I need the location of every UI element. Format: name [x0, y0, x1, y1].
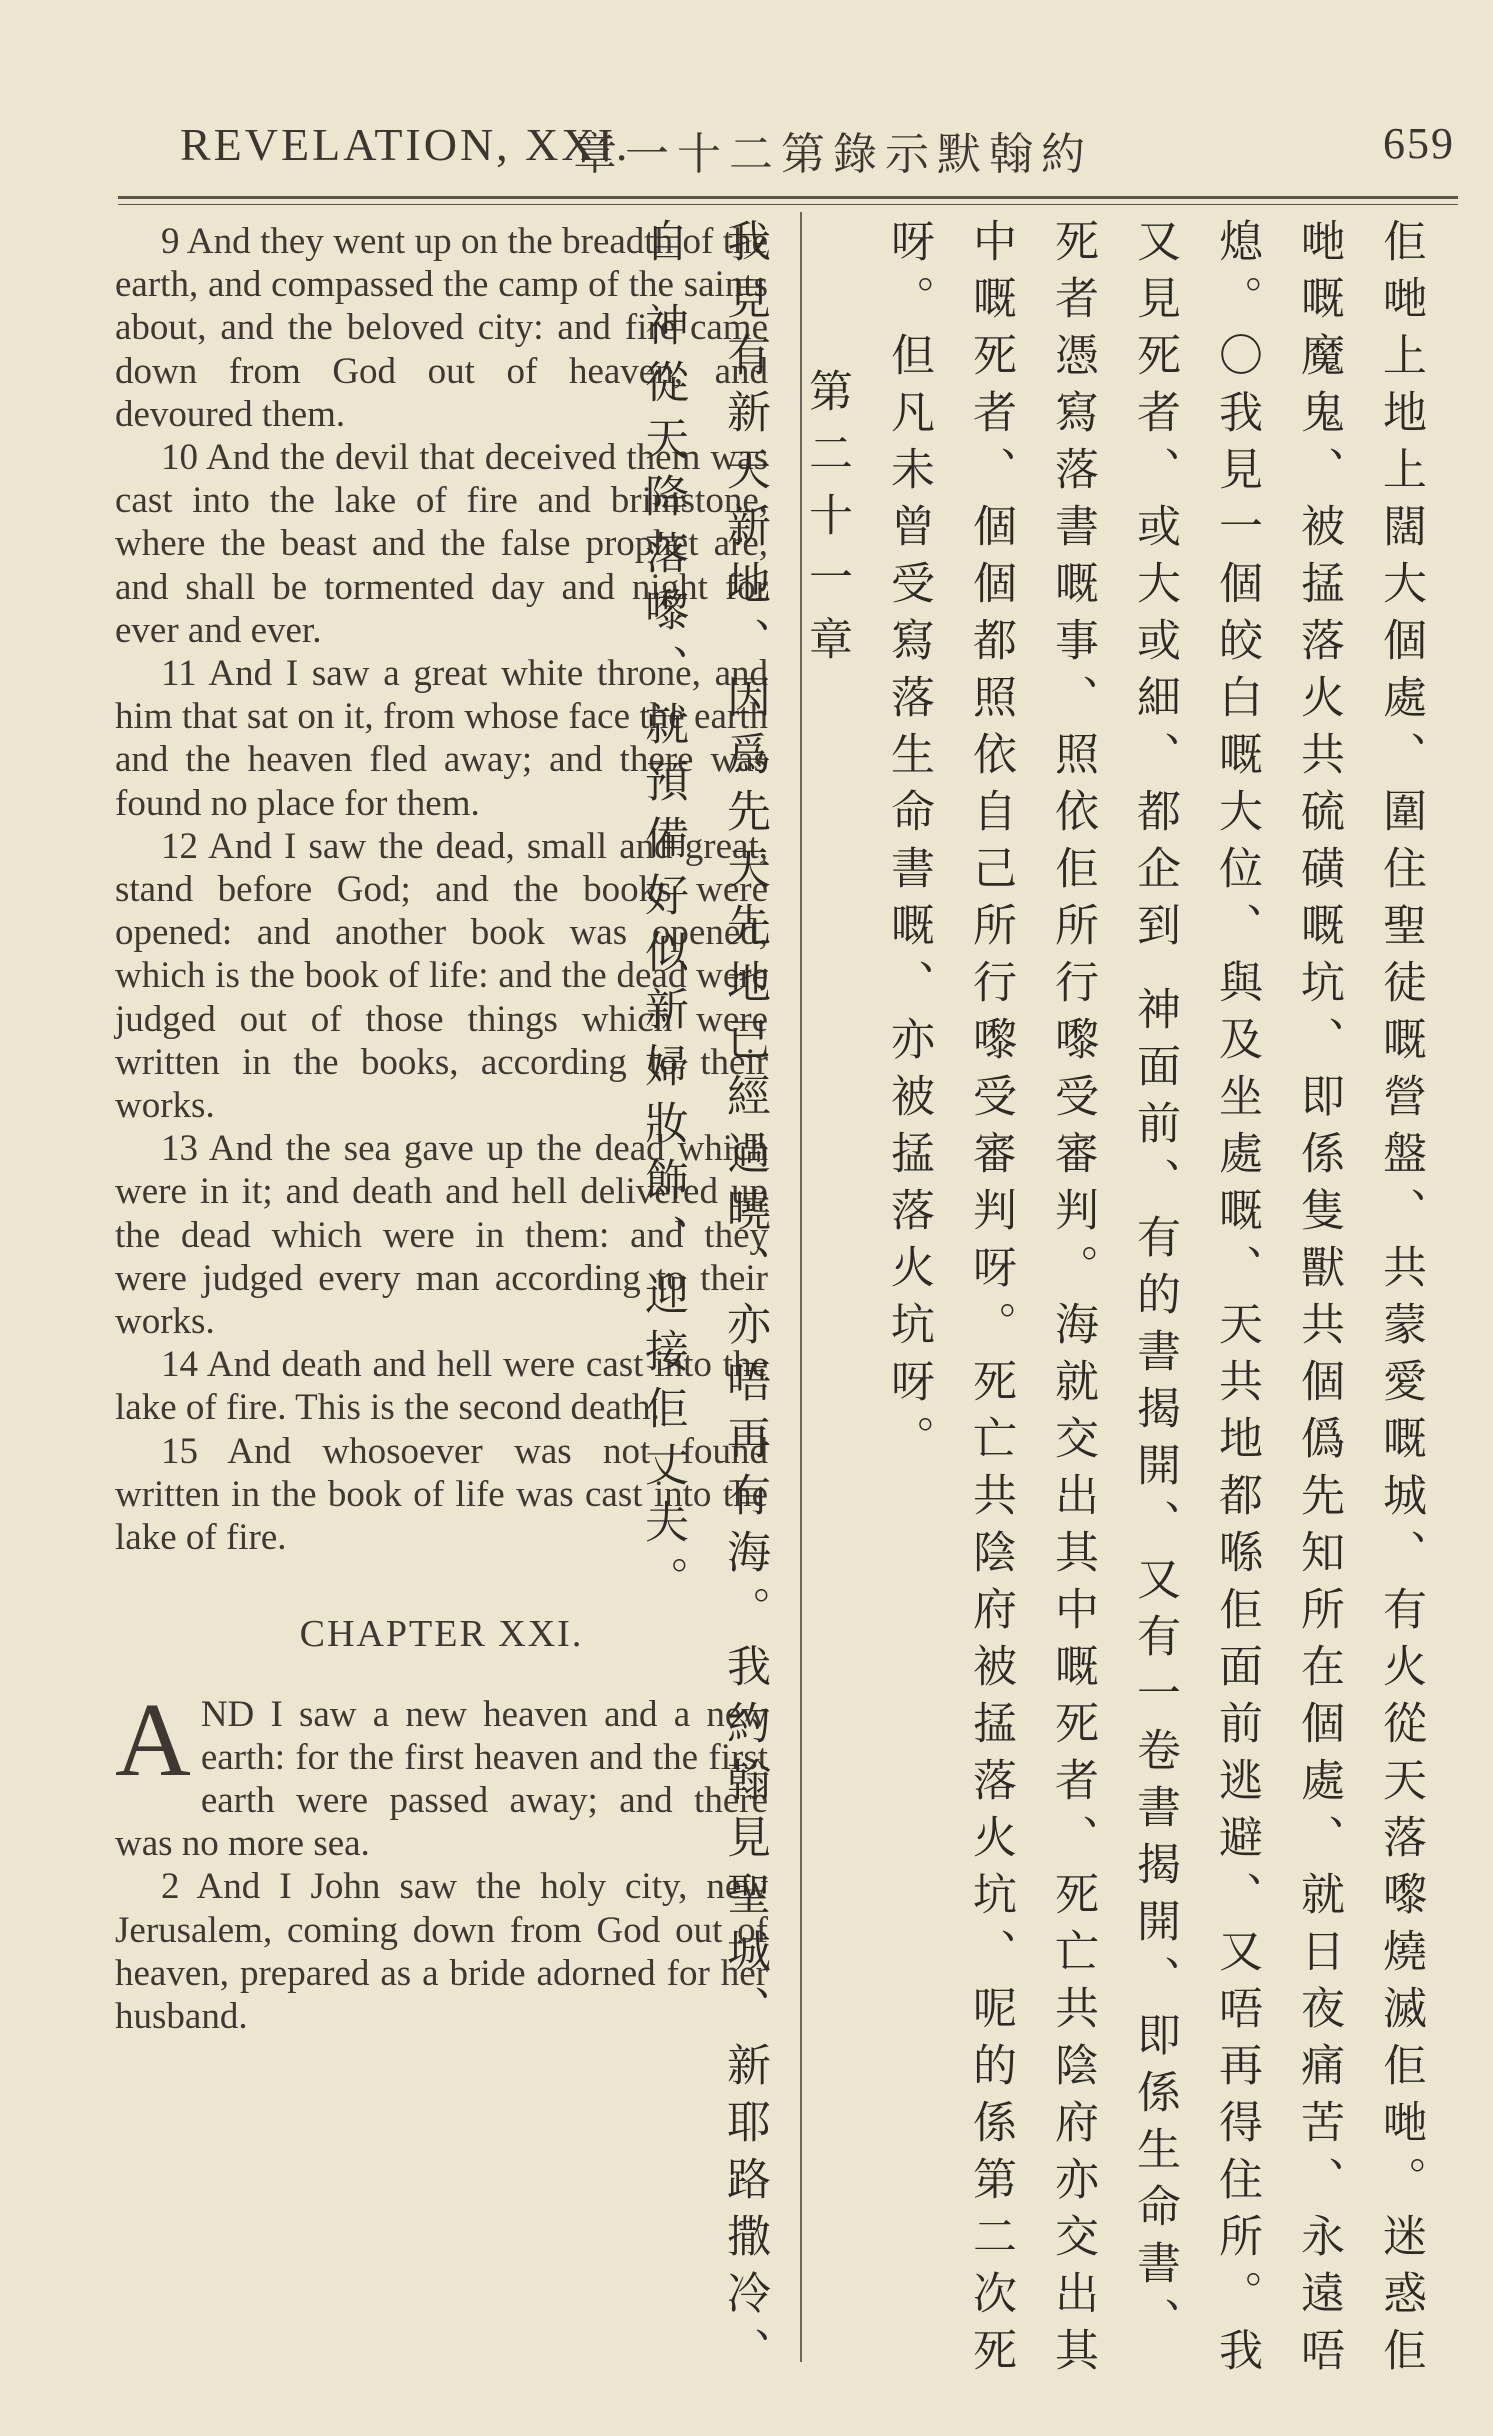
page-number: 659 — [1383, 119, 1455, 168]
chinese-verses-1-2: 我見有新天新地、因爲先天先地已經過曉、亦唔再有海。我約翰見聖城、新耶路撒冷、自 神從天降落嚟、就預備好似新婦妝飾、迎接佢丈夫。 — [637, 218, 770, 2384]
verse-9: 9 And they went up on the breadth of the earth, and compassed the camp of the saints about, and the beloved city: and fire came down from God out of heaven, and devoured them. — [115, 221, 768, 435]
verse-12: 12 And I saw the dead, small and great, stand before God; and the books were opened: and another book was opened, which is the book of life: and the dead were judged out of those things which were written in the books, according to their works. — [115, 825, 768, 1127]
chinese-column — [637, 218, 1441, 2388]
verse-2: 2 And I John saw the holy city, new Jerusalem, coming down from God out of heaven, prepared as a bride adorned for her husband. — [115, 1866, 768, 2037]
verse-1-text: ND I saw a new heaven and a new earth: for the first heaven and the first earth were passed away; and there was no more sea. — [115, 1693, 768, 1865]
header-rule-thin — [118, 204, 1458, 205]
chapter-heading: CHAPTER XXI. — [299, 1613, 584, 1656]
running-head-chinese: 章一十二第錄示默翰約 — [573, 129, 1093, 180]
verse-13: 13 And the sea gave up the dead which were in it; and death and hell delivered up the dead which were in them: and they were judged every man according to their works. — [115, 1128, 768, 1343]
verse-11: 11 And I saw a great white throne, and him that sat on it, from whose face the earth and the heaven fled away; and there was found no place for them. — [115, 653, 768, 824]
verse-15: 15 And whosoever was not found written in the book of life was cast into the lake of fire. — [115, 1430, 768, 1559]
verse-10: 10 And the devil that deceived them was cast into the lake of fire and brimstone, where the beast and the false prophet are, and shall be tormented day and night for ever and ever. — [115, 437, 768, 651]
chinese-chapter-heading: 第二十一章 — [801, 368, 852, 678]
chinese-verses-9-15: 佢哋上地上闊大個處、圍住聖徒嘅營盤、共蒙愛嘅城、有火從天落嚟燒滅佢哋。迷惑佢哋嘅魔鬼、被掹落火共硫磺嘅坑、即係隻獸共個僞先知所在個處、就日夜痛苦、永遠唔熄。〇我見一個皎白嘅大位、與及坐處嘅、天共地都喺佢面前逃避、又唔再得住所。我又見死者、或大或細、都企到 神面前、有的書揭開、又有一卷書揭開、即係生命書、死者憑寫落書嘅事、照依佢所行嚟受審判。海就交出其中嘅死者、死亡共陰府亦交出其中嘅死者、個個都照依自己所行嚟受審判呀。死亡共陰府被掹落火坑、呢的係第二次死呀。但凡未曾受寫落生命書嘅、亦被掹落火坑呀。 — [883, 218, 1426, 2384]
drop-cap: A — [115, 1680, 191, 1798]
verse-14: 14 And death and hell were cast into the lake of fire. This is the second death. — [115, 1344, 768, 1429]
running-head-english: REVELATION, XXI. — [180, 119, 631, 170]
header-rule — [118, 196, 1458, 199]
